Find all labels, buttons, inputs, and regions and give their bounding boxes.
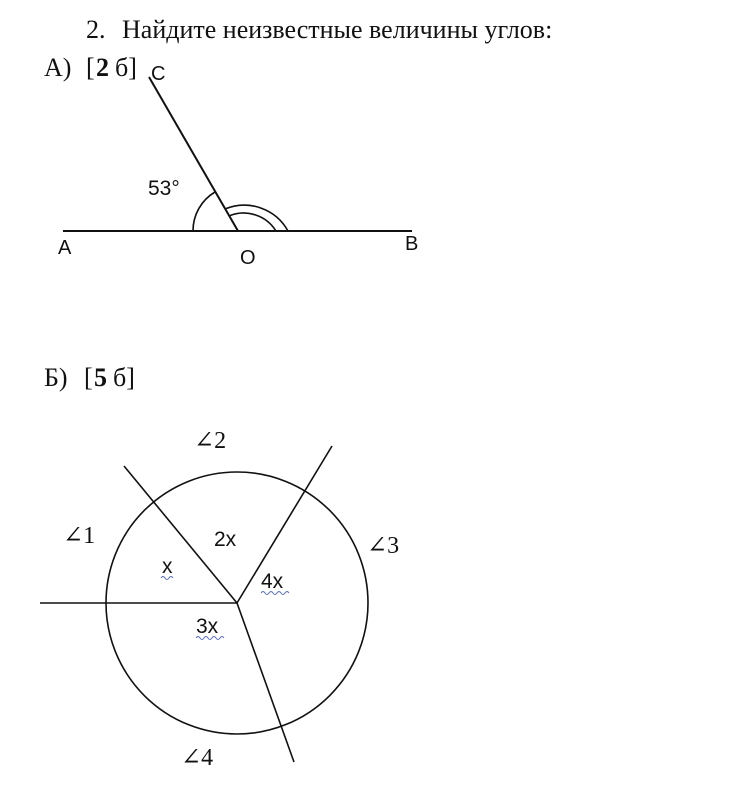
- part-a-points-open: [: [86, 53, 95, 82]
- ray-upper-right: [237, 446, 332, 603]
- task-title: Найдите неизвестные величины углов:: [122, 15, 553, 44]
- ray-lower-right: [237, 603, 294, 762]
- part-b-points-unit: б]: [113, 363, 135, 392]
- point-a-label: A: [58, 237, 72, 259]
- part-b-label: Б): [44, 363, 68, 392]
- sector-x-label: x: [162, 555, 173, 578]
- angle-53-label: 53°: [148, 177, 180, 200]
- point-o-label: O: [240, 247, 256, 269]
- part-a-points-unit: б]: [115, 53, 137, 82]
- angle-4-label: ∠4: [181, 745, 214, 771]
- part-a-label: А): [44, 53, 72, 82]
- part-a-points-value: 2: [96, 53, 109, 82]
- angle-2-label: ∠2: [194, 428, 227, 454]
- angle-arc-cob-outer: [225, 205, 288, 231]
- part-b-points-open: [: [84, 363, 93, 392]
- sector-2x-label: 2x: [214, 528, 237, 551]
- task-number: 2.: [86, 15, 106, 44]
- part-b-points-value: 5: [94, 363, 107, 392]
- ray-oc: [149, 77, 238, 231]
- angle-1-label: ∠1: [63, 523, 96, 549]
- angle-arc-aoc: [193, 192, 215, 231]
- angle-3-label: ∠3: [367, 533, 400, 559]
- sector-4x-label: 4x: [261, 570, 284, 593]
- sector-3x-label: 3x: [196, 615, 219, 638]
- point-b-label: B: [405, 233, 419, 255]
- point-c-label: C: [151, 63, 166, 85]
